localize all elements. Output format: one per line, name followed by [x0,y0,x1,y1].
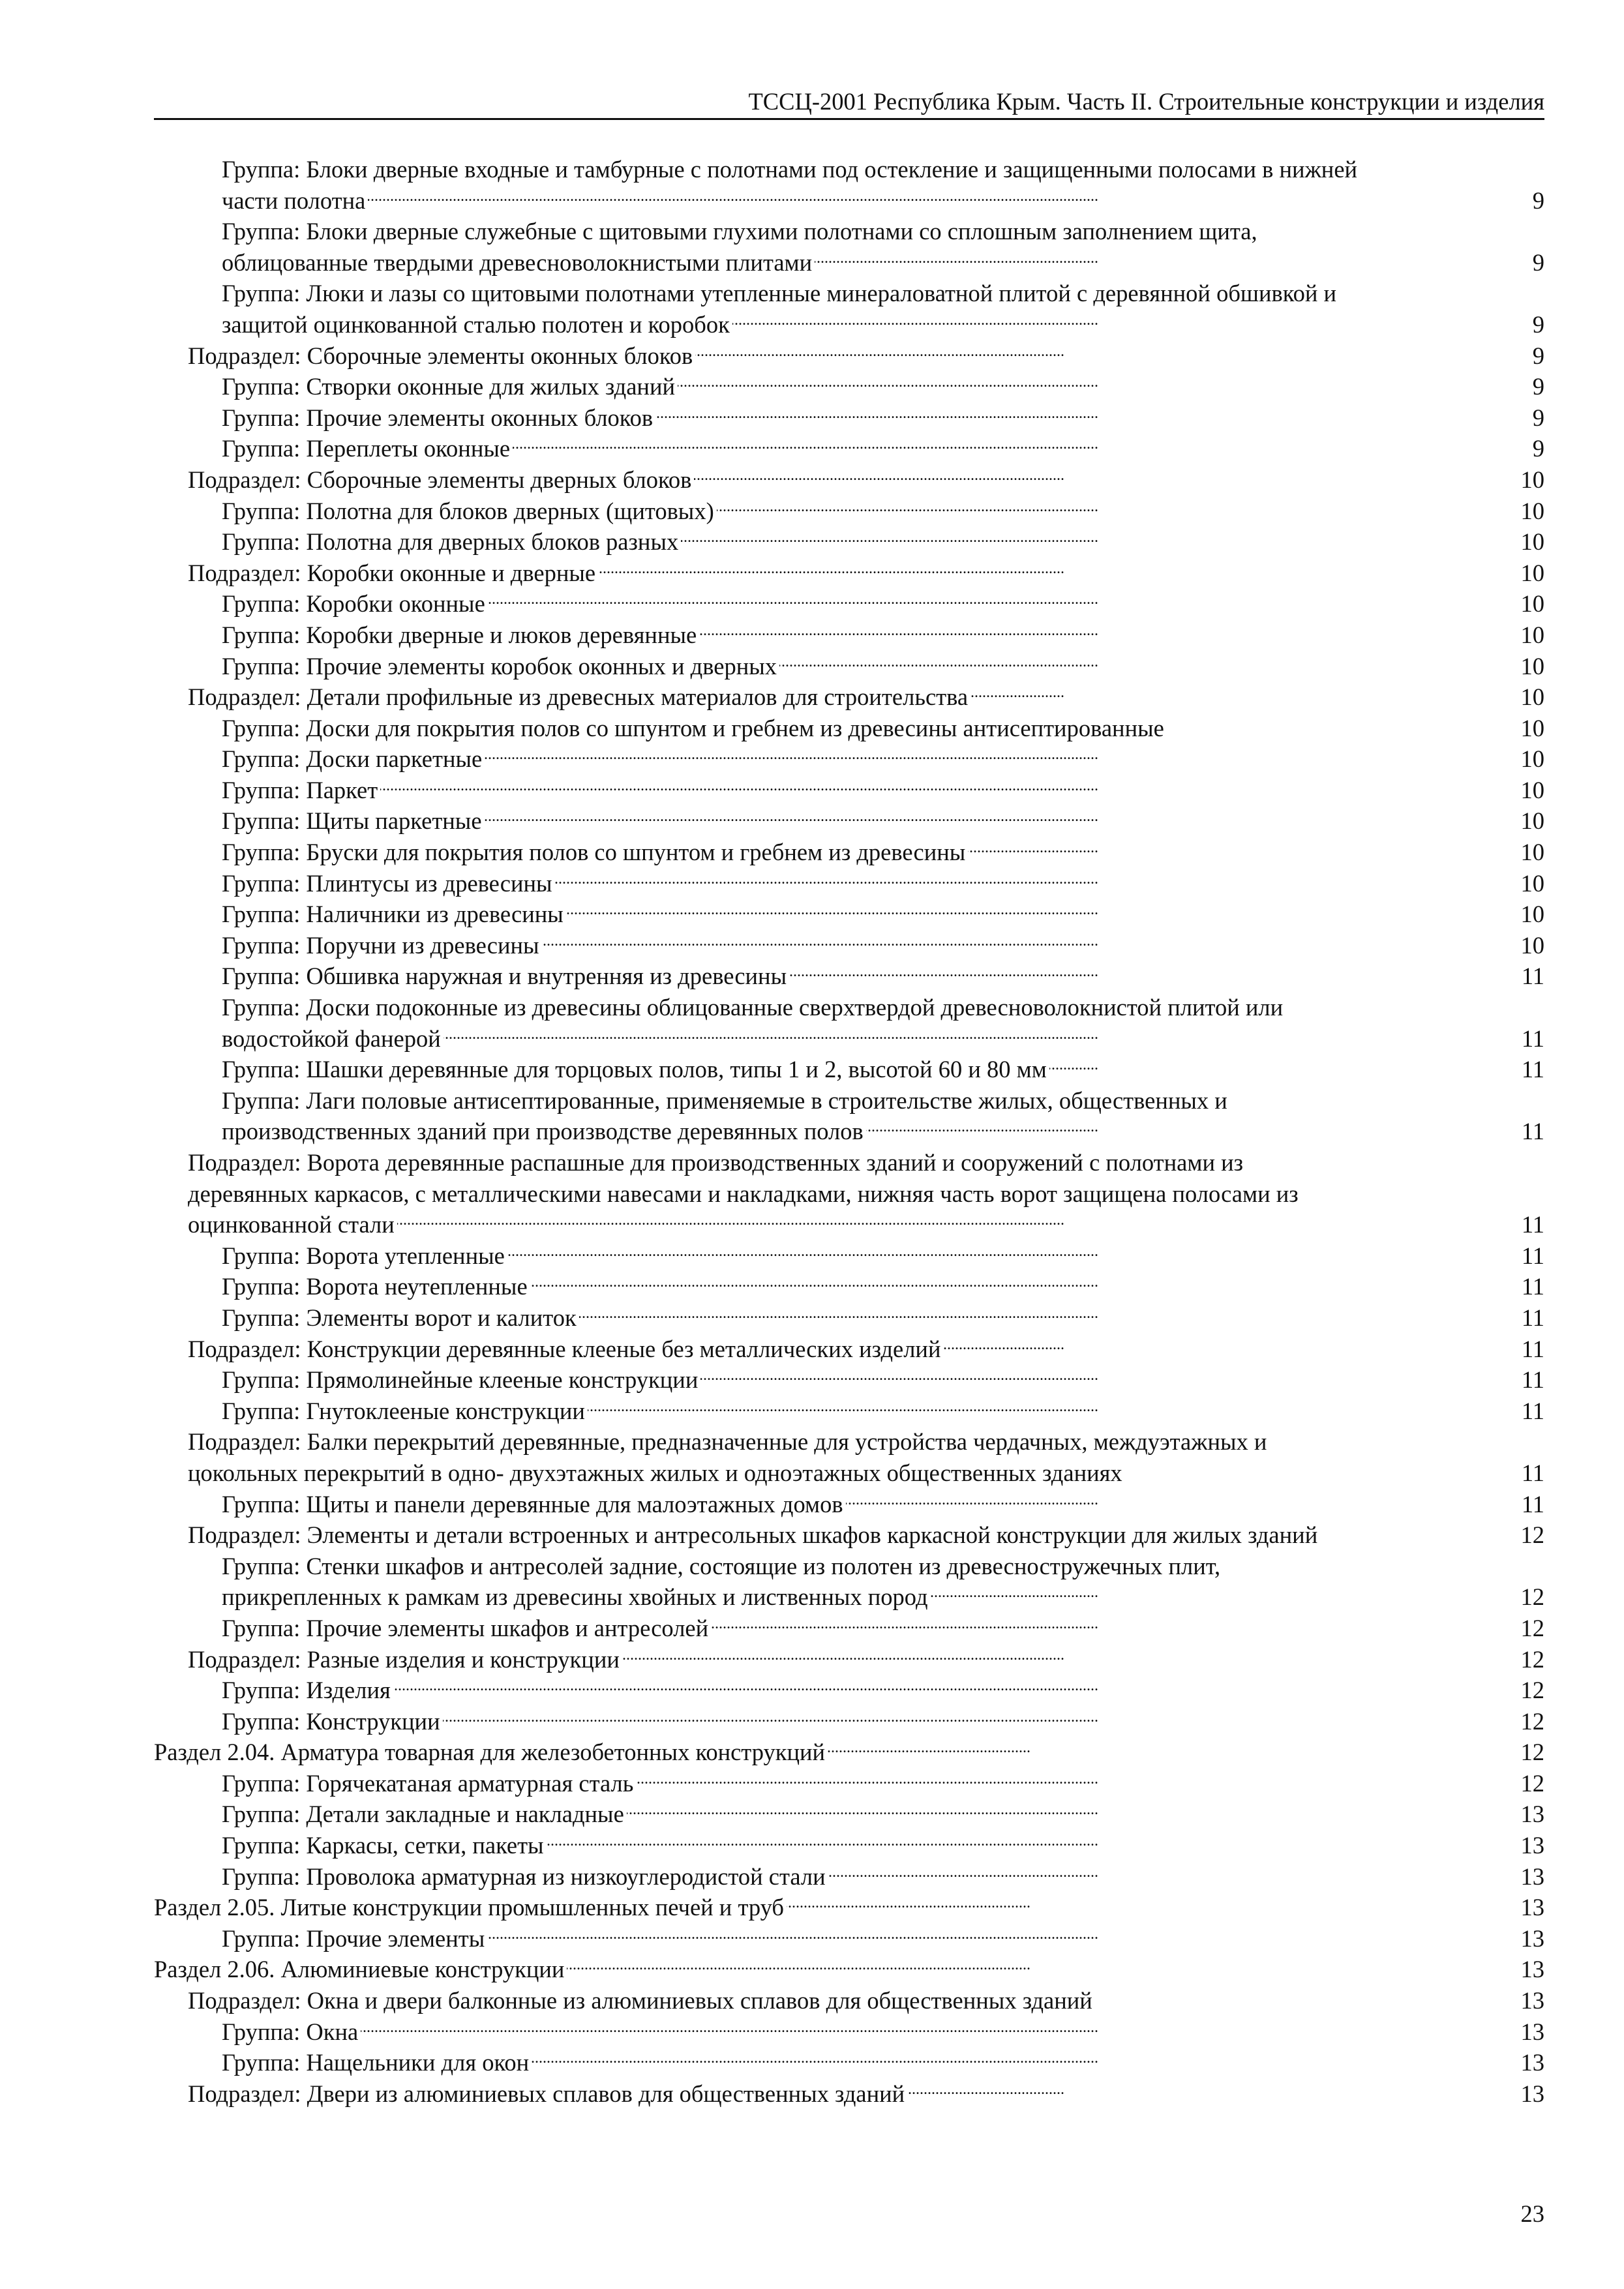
toc-entry-last-line [222,743,1544,775]
toc-subsection-entry[interactable] [188,464,1544,496]
toc-page-number: 10 [1505,775,1544,806]
toc-entry-last-line [222,1861,1544,1893]
toc-page-number: 12 [1505,1675,1544,1706]
toc-page-number: 11 [1505,1302,1544,1334]
toc-page-number: 12 [1505,1613,1544,1644]
toc-page-number: 10 [1505,526,1544,558]
toc-group-entry[interactable] [222,1861,1544,1893]
toc-entry-text: Подраздел: Детали профильные из древесных материалов для строительства [188,683,970,710]
toc-entry-text: Группа: Прямолинейные клееные конструкции [222,1366,700,1393]
toc-group-entry[interactable] [222,1396,1544,1427]
toc-page-number: 9 [1505,402,1544,434]
toc-group-entry[interactable] [222,1489,1544,1520]
toc-page-number: 11 [1505,1489,1544,1520]
toc-page-number: 10 [1505,681,1544,713]
toc-page-number: 10 [1505,930,1544,961]
toc-page-number: 13 [1505,1923,1544,1954]
toc-entry-last-line [222,526,1544,558]
toc-group-entry[interactable] [222,961,1544,992]
toc-page-number: 11 [1505,1240,1544,1272]
toc-entry-text: облицованные твердыми древесноволокнистыми плитами [222,249,815,276]
toc-entry-last-line [222,1302,1544,1334]
toc-entry-text: деревянных каркасов, с металлическими навесами и накладками, нижняя часть ворот защищена полосами из [188,1180,1299,1207]
toc-entry-last-line [154,1954,1544,1985]
toc-page-number: 10 [1505,743,1544,775]
toc-entry-text: Подраздел: Элементы и детали встроенных и антресольных шкафов каркасной конструкции для жилых зданий [188,1521,1320,1548]
toc-entry-text: Группа: Прочие элементы коробок оконных и дверных [222,653,779,680]
toc-entry-last-line [222,1271,1544,1302]
toc-page-number: 13 [1505,1985,1544,2016]
toc-entry-text: производственных зданий при производстве деревянных полов [222,1118,866,1144]
toc-entry-last-line [222,837,1544,868]
toc-page-number: 11 [1505,1023,1544,1055]
toc-entry-last-line [188,558,1544,589]
toc-subsection-entry[interactable] [188,1644,1544,1675]
toc-entry-last-line [222,2047,1544,2078]
toc-page-number: 11 [1505,1396,1544,1427]
running-header-title: ТССЦ-2001 Республика Крым. Часть II. Строительные конструкции и изделия [748,88,1544,115]
toc-entry-last-line [222,496,1544,527]
toc-group-entry[interactable] [222,1706,1544,1737]
toc-entry-text: Группа: Стенки шкафов и антресолей задние, состоящие из полотен из древесностружечных плит, [222,1552,1221,1579]
toc-entry-text: Группа: Доски для покрытия полов со шпунтом и гребнем из древесины антисептированные [222,715,1167,741]
toc-section-entry[interactable] [154,1954,1544,1985]
toc-entry-text: Группа: Наличники из древесины [222,901,566,927]
toc-page-number: 11 [1505,961,1544,992]
toc-entry-last-line [188,1334,1544,1365]
toc-entry-last-line [222,2016,1544,2048]
toc-page-number: 10 [1505,588,1544,620]
toc-page-number: 10 [1505,651,1544,682]
toc-entry-text: Группа: Горячекатаная арматурная сталь [222,1770,636,1797]
toc-entry-text: Группа: Детали закладные и накладные [222,1801,627,1827]
toc-group-entry[interactable] [222,278,1544,340]
toc-page-number: 9 [1505,185,1544,217]
toc-entry-last-line [222,713,1544,744]
toc-entry-text: Группа: Поручни из древесины [222,932,542,959]
toc-entry-last-line [222,775,1544,806]
toc-entry-last-line [222,1675,1544,1706]
toc-entry-last-line [222,805,1544,837]
toc-entry-last-line [222,1489,1544,1520]
toc-group-entry[interactable] [222,930,1544,961]
toc-entry-text: Группа: Прочие элементы оконных блоков [222,404,655,431]
toc-page-number: 10 [1505,620,1544,651]
table-of-contents [154,154,1544,2109]
toc-group-entry[interactable] [222,651,1544,682]
toc-group-entry[interactable] [222,1768,1544,1799]
toc-entry-last-line [222,1706,1544,1737]
toc-group-entry[interactable] [222,1613,1544,1644]
toc-entry-text: водостойкой фанерой [222,1025,444,1052]
toc-entry-text: Группа: Лаги половые антисептированные, применяемые в строительстве жилых, общественных и [222,1086,1227,1114]
toc-page-number: 13 [1505,1830,1544,1861]
toc-entry-last-line [222,1768,1544,1799]
toc-entry-text: Группа: Бруски для покрытия полов со шпунтом и гребнем из древесины [222,839,968,865]
toc-entry-last-line [188,1985,1544,2016]
toc-page-number: 13 [1505,2047,1544,2078]
toc-entry-text: Подраздел: Конструкции деревянные клееные без металлических изделий [188,1336,944,1362]
toc-page-number: 9 [1505,309,1544,340]
toc-entry-text: Группа: Нащельники для окон [222,2049,532,2076]
toc-group-entry[interactable] [222,1830,1544,1861]
toc-entry-last-line [154,1737,1544,1768]
toc-page-number: 10 [1505,837,1544,868]
toc-page-number: 11 [1505,1334,1544,1365]
toc-page-number: 12 [1505,1581,1544,1613]
toc-entry-text: части полотна [222,187,368,214]
toc-page-number: 9 [1505,340,1544,372]
toc-entry-text: Группа: Элементы ворот и калиток [222,1304,579,1331]
toc-group-entry[interactable] [222,1240,1544,1272]
toc-entry-last-line [188,1644,1544,1675]
toc-entry-text: цокольных перекрытий в одно- двухэтажных жилых и одноэтажных общественных зданиях [188,1459,1125,1486]
toc-page-number: 12 [1505,1706,1544,1737]
toc-page-number: 11 [1505,1116,1544,1147]
toc-entry-last-line [222,588,1544,620]
toc-entry-last-line [222,371,1544,402]
toc-entry-last-line [222,868,1544,899]
toc-entry-last-line [188,340,1544,372]
toc-page-number: 9 [1505,433,1544,464]
toc-entry-text: Подраздел: Балки перекрытий деревянные, предназначенные для устройства чердачных, междуэтажных и [188,1428,1267,1456]
toc-entry-text: Группа: Щиты и панели деревянные для малоэтажных домов [222,1491,846,1518]
toc-subsection-entry[interactable] [188,1519,1544,1551]
toc-group-entry[interactable] [222,837,1544,868]
toc-entry-text: Группа: Изделия [222,1677,393,1703]
toc-entry-text: Подраздел: Ворота деревянные распашные для производственных зданий и сооружений с полотнами из [188,1149,1244,1176]
toc-page-number: 13 [1505,1954,1544,1985]
toc-entry-text: Группа: Конструкции [222,1708,443,1735]
toc-entry-last-line [188,2078,1544,2110]
page-number: 23 [1520,2200,1544,2227]
toc-page-number: 9 [1505,371,1544,402]
toc-entry-last-line [188,1519,1544,1551]
toc-entry-text: оцинкованной стали [188,1211,397,1238]
header-divider [154,118,1544,120]
toc-entry-text: Группа: Паркет [222,777,380,803]
toc-entry-last-line [222,1830,1544,1861]
toc-group-entry[interactable] [222,805,1544,837]
toc-entry-text: Раздел 2.04. Арматура товарная для железобетонных конструкций [154,1739,828,1765]
toc-page-number: 12 [1505,1644,1544,1675]
toc-entry-last-line [222,651,1544,682]
toc-entry-text: Группа: Коробки оконные [222,590,488,617]
toc-entry-text: Подраздел: Окна и двери балконные из алюминиевых сплавов для общественных зданий [188,1987,1095,2014]
toc-entry-last-line [222,309,1544,340]
toc-page-number: 10 [1505,558,1544,589]
toc-entry-text: Подраздел: Коробки оконные и дверные [188,560,598,586]
toc-group-entry[interactable] [222,1551,1544,1613]
toc-page-number: 11 [1505,1458,1544,1489]
toc-entry-text: Подраздел: Разные изделия и конструкции [188,1646,622,1673]
toc-entry-last-line [222,433,1544,464]
toc-entry-text: Раздел 2.05. Литые конструкции промышленных печей и труб [154,1894,787,1921]
toc-group-entry[interactable] [222,216,1544,278]
toc-entry-text: Группа: Люки и лазы со щитовыми полотнами утепленные минераловатной плитой с деревянной обшивкой и [222,280,1337,307]
toc-page-number: 9 [1505,247,1544,278]
toc-page-number: 11 [1505,1364,1544,1396]
toc-page-number: 10 [1505,899,1544,930]
toc-group-entry[interactable] [222,496,1544,527]
toc-group-entry[interactable] [222,620,1544,651]
toc-subsection-entry[interactable] [188,558,1544,589]
toc-group-entry[interactable] [222,899,1544,930]
toc-entry-text: Подраздел: Сборочные элементы дверных блоков [188,466,694,493]
toc-page-number: 13 [1505,1799,1544,1830]
toc-subsection-entry[interactable] [188,681,1544,713]
toc-entry-last-line [222,961,1544,992]
toc-entry-text: Раздел 2.06. Алюминиевые конструкции [154,1956,567,1982]
toc-section-entry[interactable] [154,1892,1544,1923]
toc-entry-last-line [222,930,1544,961]
toc-entry-text: Группа: Ворота неутепленные [222,1273,530,1300]
toc-page-number: 13 [1505,1892,1544,1923]
toc-entry-text: Группа: Шашки деревянные для торцовых полов, типы 1 и 2, высотой 60 и 80 мм [222,1056,1049,1083]
toc-subsection-entry[interactable] [188,2078,1544,2110]
toc-entry-last-line [222,1923,1544,1954]
toc-page-number: 13 [1505,2078,1544,2110]
toc-group-entry[interactable] [222,2016,1544,2048]
toc-entry-last-line [222,1613,1544,1644]
toc-entry-last-line [222,247,1544,278]
toc-entry-text: защитой оцинкованной сталью полотен и коробок [222,311,732,338]
toc-page-number: 12 [1505,1737,1544,1768]
toc-entry-text: Группа: Гнутоклееные конструкции [222,1398,588,1424]
toc-entry-last-line [222,185,1544,217]
toc-page-number: 10 [1505,496,1544,527]
toc-group-entry[interactable] [222,1271,1544,1302]
toc-group-entry[interactable] [222,1675,1544,1706]
toc-page-number: 10 [1505,868,1544,899]
toc-page-number: 13 [1505,1861,1544,1893]
toc-group-entry[interactable] [222,1054,1544,1085]
toc-entry-text: Группа: Коробки дверные и люков деревянные [222,621,699,648]
toc-entry-text: Группа: Доски подоконные из древесины облицованные сверхтвердой древесноволокнистой плитой или [222,994,1284,1021]
toc-entry-last-line [222,1396,1544,1427]
toc-entry-last-line [222,1799,1544,1830]
toc-entry-last-line [154,1892,1544,1923]
toc-group-entry[interactable] [222,433,1544,464]
toc-entry-last-line [222,1581,1544,1613]
toc-group-entry[interactable] [222,2047,1544,2078]
toc-group-entry[interactable] [222,743,1544,775]
toc-entry-text: Группа: Переплеты оконные [222,435,513,462]
toc-page-number: 11 [1505,1209,1544,1240]
toc-page-number: 10 [1505,464,1544,496]
toc-group-entry[interactable] [222,1923,1544,1954]
toc-group-entry[interactable] [222,154,1544,216]
toc-entry-text: Группа: Доски паркетные [222,745,485,772]
toc-entry-last-line [222,620,1544,651]
toc-entry-text: Группа: Блоки дверные служебные с щитовыми глухими полотнами со сплошным заполнением щита, [222,218,1257,245]
toc-entry-text: Группа: Полотна для блоков дверных (щитовых) [222,498,717,524]
toc-group-entry[interactable] [222,371,1544,402]
toc-group-entry[interactable] [222,1799,1544,1830]
toc-entry-last-line [222,1364,1544,1396]
toc-entry-last-line [188,464,1544,496]
toc-entry-text: Подраздел: Двери из алюминиевых сплавов для общественных зданий [188,2080,907,2107]
toc-entry-text: Группа: Ворота утепленные [222,1242,507,1269]
toc-subsection-entry[interactable] [188,1334,1544,1365]
toc-group-entry[interactable] [222,868,1544,899]
toc-subsection-entry[interactable] [188,1147,1544,1240]
toc-group-entry[interactable] [222,1302,1544,1334]
toc-group-entry[interactable] [222,402,1544,434]
toc-subsection-entry[interactable] [188,1985,1544,2016]
toc-entry-last-line [222,1116,1544,1147]
toc-page-number: 11 [1505,1054,1544,1085]
toc-entry-text: Группа: Полотна для дверных блоков разных [222,528,681,555]
toc-entry-text: Группа: Прочие элементы шкафов и антресолей [222,1615,711,1641]
toc-entry-last-line [188,1458,1544,1489]
toc-entry-text: Группа: Блоки дверные входные и тамбурные с полотнами под остекление и защищенными полосами в нижней [222,156,1358,183]
running-header [154,86,1544,120]
toc-group-entry[interactable] [222,775,1544,806]
toc-entry-last-line [188,1209,1544,1240]
toc-group-entry[interactable] [222,1085,1544,1147]
toc-page-number: 12 [1505,1768,1544,1799]
toc-entry-last-line [222,1240,1544,1272]
toc-page-number: 10 [1505,805,1544,837]
toc-entry-text: Группа: Створки оконные для жилых зданий [222,373,678,400]
toc-entry-text: Группа: Плинтусы из древесины [222,870,555,897]
toc-entry-text: прикрепленных к рамкам из древесины хвойных и лиственных пород [222,1583,931,1610]
toc-group-entry[interactable] [222,588,1544,620]
toc-entry-last-line [188,681,1544,713]
toc-entry-text: Подраздел: Сборочные элементы оконных блоков [188,342,695,369]
toc-group-entry[interactable] [222,713,1544,744]
toc-group-entry[interactable] [222,1364,1544,1396]
toc-group-entry[interactable] [222,526,1544,558]
toc-entry-text: Группа: Обшивка наружная и внутренняя из древесины [222,963,789,989]
toc-group-entry[interactable] [222,992,1544,1054]
toc-entry-text: Группа: Щиты паркетные [222,807,485,834]
toc-page-number: 11 [1505,1271,1544,1302]
toc-entry-last-line [222,1054,1544,1085]
toc-subsection-entry[interactable] [188,340,1544,372]
toc-page-number: 12 [1505,1519,1544,1551]
toc-entry-last-line [222,1023,1544,1055]
toc-section-entry[interactable] [154,1737,1544,1768]
toc-entry-last-line [222,899,1544,930]
toc-entry-text: Группа: Проволока арматурная из низкоуглеродистой стали [222,1863,828,1890]
toc-subsection-entry[interactable] [188,1426,1544,1488]
toc-page-number: 13 [1505,2016,1544,2048]
toc-entry-last-line [222,402,1544,434]
toc-page-number: 10 [1505,713,1544,744]
toc-entry-text: Группа: Прочие элементы [222,1925,487,1952]
toc-entry-text: Группа: Каркасы, сетки, пакеты [222,1832,547,1859]
toc-entry-text: Группа: Окна [222,2018,361,2045]
